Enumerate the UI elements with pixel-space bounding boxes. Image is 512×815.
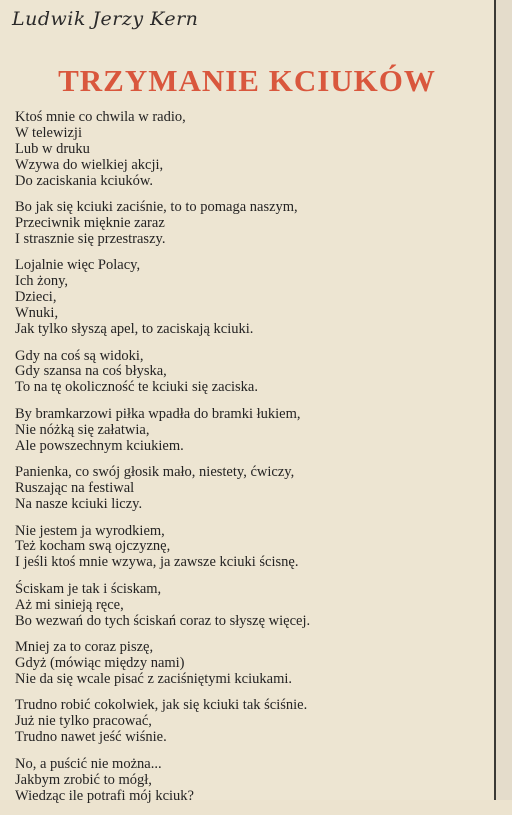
poem-body: [15, 110, 485, 815]
poem-line: Też kocham swą ojczyznę,: [15, 538, 171, 555]
poem-line: W telewizji: [15, 124, 82, 141]
poem-line: Aż mi sinieją ręce,: [15, 596, 124, 613]
poem-line: Mniej za to coraz piszę,: [15, 639, 154, 656]
poem-line: Ich żony,: [15, 273, 69, 290]
poem-line: Gdyż (mówiąc między nami): [15, 655, 185, 672]
stanza: [15, 524, 485, 572]
poem-line: Panienka, co swój głosik mało, niestety, ćwiczy,: [15, 464, 295, 481]
poem-line: To na tę okoliczność te kciuki się zaciska.: [15, 379, 258, 396]
poem-line: No, a puścić nie można...: [15, 755, 162, 772]
stanza: [15, 582, 485, 630]
poem-title: TRZYMANIE KCIUKÓW: [58, 63, 436, 98]
stanza: [15, 640, 485, 688]
poem-line: Gdy na coś są widoki,: [15, 347, 144, 364]
poem-line: Ale powszechnym kciukiem.: [15, 437, 184, 454]
poem-line: Nie jestem ja wyrodkiem,: [15, 522, 165, 539]
stanza: [15, 757, 485, 805]
poem-line: I strasznie się przestraszy.: [15, 230, 166, 247]
stanza: [15, 465, 485, 513]
poem-line: By bramkarzowi piłka wpadła do bramki łukiem,: [15, 405, 301, 422]
stanza: [15, 349, 485, 397]
author-byline: Ludwik Jerzy Kern: [12, 8, 199, 30]
stanza: [15, 258, 485, 338]
poem-line: Lojalnie więc Polacy,: [15, 257, 141, 274]
poem-line: Przeciwnik mięknie zaraz: [15, 215, 165, 232]
page-margin: [496, 0, 512, 800]
poem-line: Lub w druku: [15, 140, 90, 157]
poem-line: I jeśli ktoś mnie wzywa, ja zawsze kciuki ścisnę.: [15, 554, 299, 571]
poem-line: Wiedząc ile potrafi mój kciuk?: [15, 787, 194, 804]
poem-line: Gdy szansa na coś błyska,: [15, 363, 167, 380]
poem-line: Bo jak się kciuki zaciśnie, to to pomaga naszym,: [15, 199, 298, 216]
stanza: [15, 110, 485, 190]
poem-line: Już nie tylko pracować,: [15, 713, 152, 730]
poem-line: Jakbym zrobić to mógł,: [15, 771, 152, 788]
poem-line: Jak tylko słyszą apel, to zaciskają kciuki.: [15, 321, 254, 338]
stanza: [15, 200, 485, 248]
poem-line: Trudno robić cokolwiek, jak się kciuki tak ściśnie.: [15, 697, 308, 714]
poem-line: Dzieci,: [15, 289, 57, 306]
poem-line: Nie da się wcale pisać z zaciśniętymi kciukami.: [15, 670, 293, 687]
stanza: [15, 407, 485, 455]
poem-line: Na nasze kciuki liczy.: [15, 496, 143, 512]
stanza: [15, 698, 485, 746]
poem-line: Nie nóżką się załatwia,: [15, 421, 150, 438]
poem-line: Bo wezwań do tych ściskań coraz to słyszę więcej.: [15, 612, 311, 629]
poem-line: Wzywa do wielkiej akcji,: [15, 156, 164, 173]
poem-line: Wnuki,: [15, 305, 59, 322]
poem-line: Ściskam je tak i ściskam,: [15, 580, 162, 597]
poem-line: Trudno nawet jeść wiśnie.: [15, 729, 167, 746]
poem-line: Do zaciskania kciuków.: [15, 172, 153, 189]
poem-line: Ktoś mnie co chwila w radio,: [15, 109, 186, 125]
poem-line: Ruszając na festiwal: [15, 480, 135, 497]
